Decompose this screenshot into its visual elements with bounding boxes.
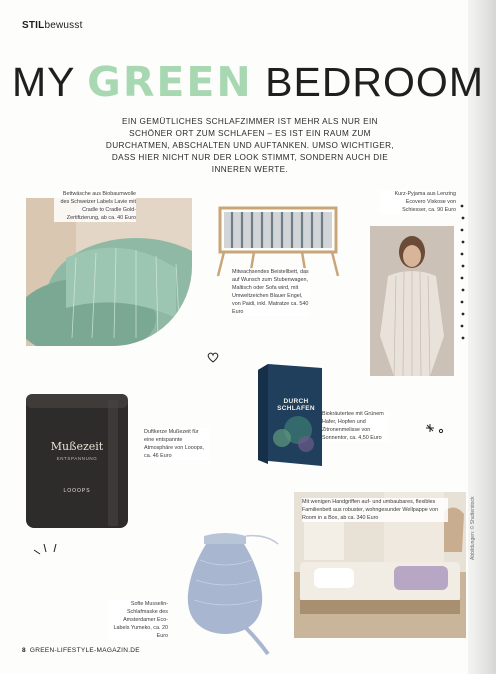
candle-label-sub: ENTSPANNUNG [56, 456, 98, 461]
caption-candle: Duftkerze Mußezeit für eine entspannte Atmosphäre von Looops, ca. 46 Euro [144, 428, 210, 460]
caption-bed-linen: Bettwäsche aus Biobaumwolle des Schweizer Labels Lavie mit Cradle to Cradle Gold-Zertifizierung, ab ca. 40 Euro [54, 190, 136, 222]
pajama-illustration [370, 226, 454, 376]
title-part-bedroom: BEDROOM [252, 59, 484, 105]
candle-label-brand: LOOOPS [63, 488, 91, 494]
crib-image [214, 200, 342, 278]
caption-sleep-mask: Softe Musselin-Schlafmaske des Amsterdamer Eco-Labels Yumeko, ca. 20 Euro [108, 600, 168, 640]
image-credit: Abbildungen: © Shutterstock [470, 496, 476, 560]
caption-pajama: Kurz-Pyjama aus Lenzing Ecovero Viskose von Schiesser, ca. 90 Euro [380, 190, 456, 214]
page-footer [22, 647, 140, 654]
caption-tea: Biokräutertee mit Grünem Hafer, Hopfen und Zitronenmelisse von Sonnentor, ca. 4,50 Euro [322, 410, 388, 442]
title-part-my: MY [12, 59, 88, 105]
caption-crib: Mitwachsendes Beistellbett, das auf Wunsch zum Stubenwagen, Maltisch oder Sofa wird, mit Umweltzeichen Blauer Engel, von Paidi, inkl. Matratze ca. 540 Euro [232, 269, 309, 315]
sleep-mask-image [170, 530, 280, 658]
tea-box-image [258, 364, 322, 466]
title-part-green: GREEN [87, 58, 253, 106]
intro-text: EIN GEMÜTLICHES SCHLAFZIMMER IST MEHR ALS NUR EIN SCHÖNER ORT ZUM SCHLAFEN – ES IST EIN RAUM ZUM DURCHATMEN, ABSCHALTEN UND AUFTANKEN. UMSO WICHTIGER, DASS HIER NICHT NUR DER LOOK STIMMT, SONDERN AUCH DIE INNEREN WERTE. [105, 117, 395, 174]
tea-label-line1: DURCH [283, 398, 309, 405]
heart-doodle-icon [206, 350, 220, 364]
sparkle-doodle-icon [30, 536, 66, 558]
candle-image [24, 390, 130, 530]
footer-site: GREEN-LIFESTYLE-MAGAZIN.DE [29, 647, 140, 654]
dots-doodle [458, 200, 468, 350]
section-label [22, 20, 83, 31]
candle-label-name: Mußezeit [50, 440, 104, 453]
sleep-mask-illustration [170, 530, 280, 658]
pajama-image [370, 226, 454, 376]
decorative-dots [458, 200, 468, 355]
tea-label [270, 398, 322, 412]
caption-family-bed: Mit wenigen Handgriffen auf- und umbaubares, flexibles Familienbett aus robuster, wohngesunder Wellpappe von Room in a Box, ab ca. 340 Euro [302, 498, 448, 522]
star-doodle-icon [426, 422, 446, 436]
tea-label-line2: SCHLAFEN [277, 405, 315, 412]
page-number: 8 [22, 647, 26, 654]
page-title [0, 58, 496, 106]
section-label-bold: STIL [22, 20, 45, 31]
section-label-rest: bewusst [44, 20, 83, 31]
crib-illustration [214, 200, 342, 278]
tea-box-illustration [258, 364, 322, 466]
